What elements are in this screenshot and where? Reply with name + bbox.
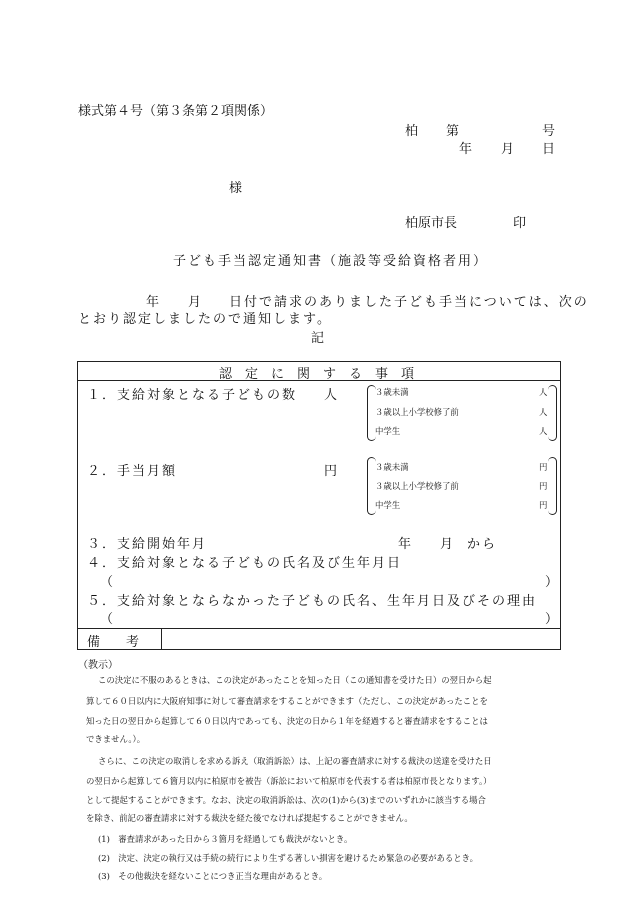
row3-month: 月 [440,537,454,552]
row2-brace-right [548,457,557,515]
document-title: 子ども手当認定通知書（施設等受給資格者用） [173,254,489,269]
notice-line-6: の翌日から起算して６箇月以内に柏原市を被告（訴訟において柏原市を代表する者は柏原市長となります。） [86,776,492,786]
row3-from: から [467,537,498,552]
body-line-2: とおり認定しましたので通知します。 [78,312,332,327]
body-year: 年 [146,295,160,310]
row1-item-3-label: 中学生 [375,426,401,436]
row3-year: 年 [398,537,412,552]
header-divider [78,380,560,381]
row1-brace-right [548,385,557,441]
notice-heading: （教示） [78,660,118,671]
form-number: 様式第４号（第３条第２項関係） [78,104,274,119]
row5-label: ５．支給対象とならなかった子どもの氏名、生年月日及びその理由 [87,594,538,609]
row5-paren-close: ） [545,612,559,627]
row1-item-1-unit: 人 [539,387,548,397]
notice-line-2: 算して６０日以内に大阪府知事に対して審査請求をすることができます（ただし、この決定があったことを [86,696,488,706]
remarks-label: 備 考 [87,635,140,650]
row2-item-1-unit: 円 [539,462,548,472]
row3-label: ３．支給開始年月 [87,537,208,552]
notice-line-7: として提起することができます。なお、決定の取消訴訟は、次の(1)から(3)までのいずれかに該当する場合 [86,795,486,805]
row2-item-1-label: ３歳未満 [375,462,409,472]
body-month: 月 [188,295,202,310]
date-month: 月 [501,142,515,157]
notice-line-3: 知った日の翌日から起算して６０日以内であっても、決定の日から１年を経過すると審査請求をすることは [86,716,488,726]
date-day: 日 [542,142,556,157]
remarks-column-divider [161,628,162,649]
addressee-suffix: 様 [229,181,243,196]
date-year: 年 [459,142,473,157]
row2-item-3-unit: 円 [539,500,548,510]
reference-city: 柏 [405,124,419,139]
row5-paren-open: （ [100,612,114,627]
row2-item-2-label: ３歳以上小学校修了前 [375,481,459,491]
row4-paren-close: ） [545,575,559,590]
row1-item-3-unit: 人 [539,426,548,436]
remarks-divider [78,628,560,629]
row2-item-2-unit: 円 [539,481,548,491]
notice-item-1: (1) 審査請求があった日から３箇月を経過しても裁決がないとき。 [98,834,353,844]
notice-line-8: を除き、前記の審査請求に対する裁決を経た後でなければ提起することができません。 [86,813,413,823]
row1-label: １．支給対象となる子どもの数 [87,388,298,403]
row2-item-3-label: 中学生 [375,500,401,510]
notice-item-2: (2) 決定、決定の執行又は手続の続行により生ずる著しい損害を避けるため緊急の必要があるとき。 [98,853,479,863]
row1-item-2-unit: 人 [539,407,548,417]
row1-item-1-label: ３歳未満 [375,387,409,397]
notice-line-1: この決定に不服のあるときは、この決定があったことを知った日（この通知書を受けた日）の翌日から起 [98,675,492,685]
notice-item-3: (3) その他裁決を経ないことにつき正当な理由があるとき。 [98,871,328,881]
reference-dai: 第 [446,124,460,139]
seal-mark: 印 [513,216,527,231]
row1-item-2-label: ３歳以上小学校修了前 [375,407,459,417]
row1-unit: 人 [324,388,338,403]
row4-paren-open: （ [100,575,114,590]
row4-label: ４．支給対象となる子どもの氏名及び生年月日 [87,556,403,571]
row2-unit: 円 [324,464,338,479]
table-header: 認定に関する事項 [219,367,428,382]
row2-label: ２．手当月額 [87,464,178,479]
reference-go: 号 [542,124,556,139]
notice-line-5: さらに、この決定の取消しを求める訴え（取消訴訟）は、上記の審査請求に対する裁決の送達を受けた日 [98,756,492,766]
body-line-1: 日付で請求のありました子ども手当については、次の [229,295,589,310]
ki-mark: 記 [311,331,325,346]
notice-line-4: できません。）。 [86,734,146,744]
issuer-name: 柏原市長 [405,216,458,231]
certification-table [77,361,561,650]
